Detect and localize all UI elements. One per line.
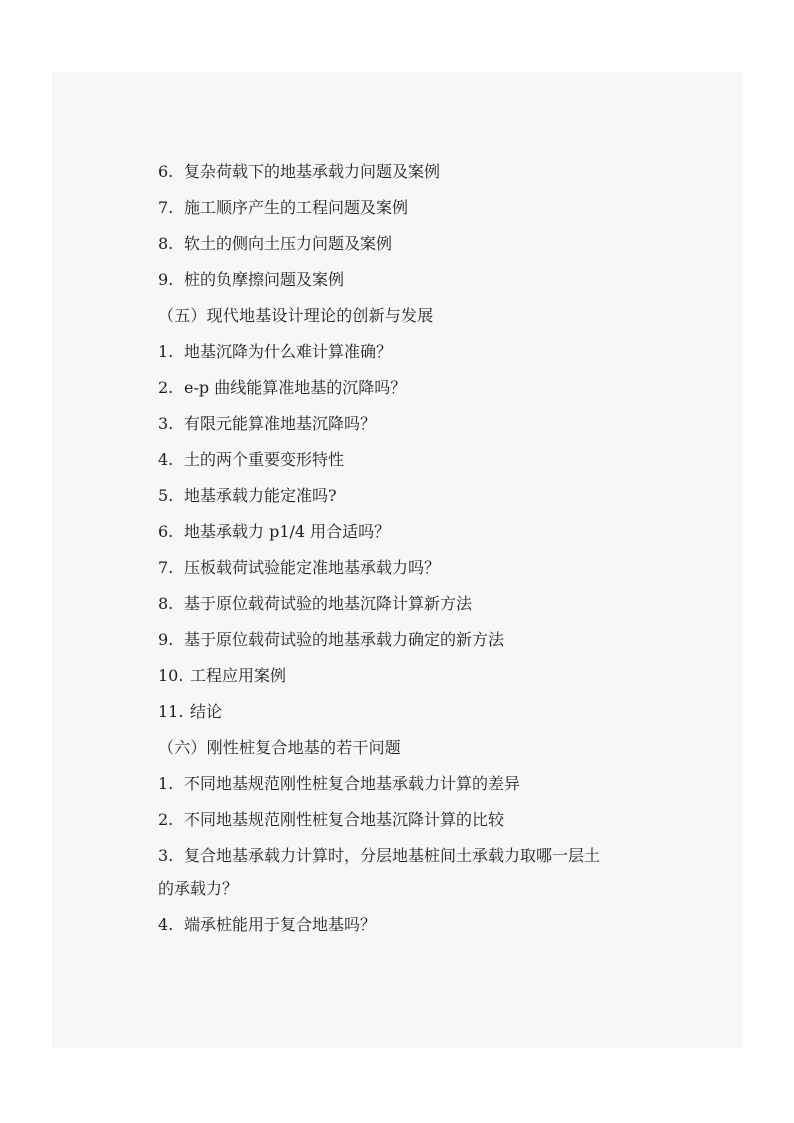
item-number: 7. [158, 198, 174, 217]
item-text: 端承桩能用于复合地基吗？ [184, 915, 377, 934]
list-item [158, 808, 698, 844]
item-text: 基于原位载荷试验的地基承载力确定的新方法 [184, 630, 505, 649]
item-number: 2. [158, 378, 174, 397]
list-item [158, 772, 698, 808]
item-text: 压板载荷试验能定准地基承载力吗？ [184, 558, 441, 577]
item-number: 8. [158, 234, 174, 253]
item-text: 工程应用案例 [190, 666, 287, 685]
item-number: 8. [158, 594, 174, 613]
list-item [158, 340, 698, 376]
item-number: 3. [158, 846, 174, 865]
item-text: 的承载力？ [158, 879, 239, 898]
item-text: 地基沉降为什么难计算准确？ [184, 342, 393, 361]
list-item [158, 196, 698, 232]
item-number: 4. [158, 915, 174, 934]
item-text: 土的两个重要变形特性 [184, 450, 345, 469]
list-item [158, 556, 698, 592]
item-text: 软土的侧向土压力问题及案例 [184, 234, 393, 253]
item-number: 6. [158, 522, 174, 541]
list-item [158, 484, 698, 520]
section-heading-text: （五）现代地基设计理论的创新与发展 [158, 306, 434, 325]
list-item [158, 376, 698, 412]
section-heading-text: （六）刚性桩复合地基的若干问题 [158, 738, 402, 757]
list-item [158, 592, 698, 628]
item-text: 复杂荷载下的地基承载力问题及案例 [184, 162, 441, 181]
list-item [158, 700, 698, 736]
item-text: 不同地基规范刚性桩复合地基沉降计算的比较 [184, 810, 505, 829]
list-item [158, 268, 698, 304]
item-text: 地基承载力 p1/4 用合适吗？ [184, 522, 391, 541]
list-item-continuation [158, 877, 698, 913]
item-text: 有限元能算准地基沉降吗？ [184, 414, 377, 433]
item-number: 9. [158, 270, 174, 289]
item-text: 复合地基承载力计算时，分层地基桩间土承载力取哪一层土 [184, 846, 601, 865]
item-number: 4. [158, 450, 174, 469]
list-item [158, 664, 698, 700]
section-heading [158, 736, 698, 772]
item-text: 施工顺序产生的工程问题及案例 [184, 198, 409, 217]
item-number: 11. [158, 702, 184, 721]
item-text: 地基承载力能定准吗? [184, 486, 337, 505]
list-item [158, 448, 698, 484]
item-number: 1. [158, 774, 174, 793]
item-number: 2. [158, 810, 174, 829]
item-number: 10. [158, 666, 184, 685]
item-text: 结论 [190, 702, 223, 721]
item-number: 9. [158, 630, 174, 649]
item-text: 桩的负摩擦问题及案例 [184, 270, 345, 289]
item-number: 6. [158, 162, 174, 181]
list-item [158, 628, 698, 664]
list-item [158, 520, 698, 556]
item-number: 7. [158, 558, 174, 577]
outline-list [158, 160, 698, 949]
list-item [158, 844, 698, 880]
item-text: 基于原位载荷试验的地基沉降计算新方法 [184, 594, 473, 613]
item-number: 5. [158, 486, 174, 505]
item-text: 不同地基规范刚性桩复合地基承载力计算的差异 [184, 774, 521, 793]
list-item [158, 913, 698, 949]
item-number: 1. [158, 342, 174, 361]
list-item [158, 160, 698, 196]
item-text: e-p 曲线能算准地基的沉降吗？ [184, 378, 407, 397]
item-number: 3. [158, 414, 174, 433]
list-item [158, 412, 698, 448]
list-item [158, 232, 698, 268]
section-heading [158, 304, 698, 340]
